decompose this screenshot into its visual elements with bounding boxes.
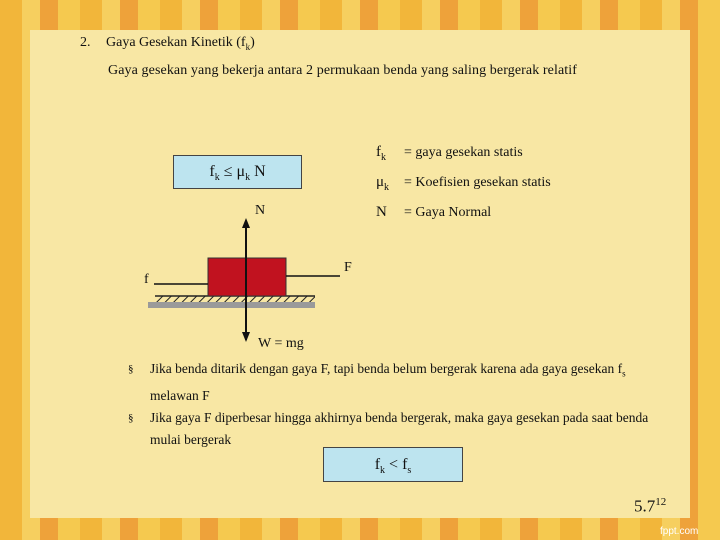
watermark: fppt.com bbox=[660, 526, 699, 537]
legend-sub: k bbox=[381, 152, 386, 163]
heading-sub: k bbox=[245, 41, 251, 52]
eq-top-mu-sub: k bbox=[245, 172, 251, 184]
label-applied-force: F bbox=[344, 260, 352, 275]
legend-sym: μ bbox=[376, 174, 385, 190]
legend-desc: = Gaya Normal bbox=[404, 205, 492, 220]
normal-arrow-head bbox=[242, 218, 250, 228]
eq-bottom-lhs-sub: k bbox=[380, 465, 386, 477]
page-number-sup: 12 bbox=[655, 496, 667, 508]
eq-bottom-op: < bbox=[389, 456, 399, 473]
eq-bottom-rhs-sub: s bbox=[407, 465, 412, 477]
legend-desc: = gaya gesekan statis bbox=[404, 145, 523, 160]
eq-top-rhs: N bbox=[254, 163, 266, 180]
heading-text: Gaya Gesekan Kinetik (f bbox=[106, 35, 246, 50]
bullet-tail: melawan F bbox=[150, 387, 210, 403]
legend-sym: N bbox=[376, 204, 387, 220]
ground-shadow bbox=[148, 302, 315, 308]
legend-sub: k bbox=[384, 182, 390, 193]
bullet-sub: s bbox=[622, 368, 626, 379]
weight-arrow-head bbox=[242, 332, 250, 342]
bullet-text: Jika gaya F diperbesar hingga akhirnya benda bergerak, maka gaya gesekan pada saat benda mulai bergerak bbox=[150, 409, 649, 447]
legend-desc: = Koefisien gesekan statis bbox=[404, 175, 551, 190]
eq-top-lhs: f bbox=[209, 163, 215, 180]
ground-hatch bbox=[155, 296, 315, 302]
bullet-item bbox=[128, 358, 658, 407]
eq-top-mu: μ bbox=[236, 163, 246, 180]
slide-subtitle: Gaya gesekan yang bekerja antara 2 permukaan benda yang saling bergerak relatif bbox=[108, 63, 578, 78]
bullet-list bbox=[128, 358, 658, 455]
label-normal: N bbox=[255, 203, 266, 218]
label-friction: f bbox=[144, 272, 149, 287]
heading-number: 2. bbox=[80, 35, 91, 50]
heading-close: ) bbox=[250, 35, 255, 50]
bullet-mark: § bbox=[128, 411, 134, 424]
label-weight: W = mg bbox=[258, 336, 304, 351]
bullet-text: Jika benda ditarik dengan gaya F, tapi benda belum bergerak karena ada gaya gesekan f bbox=[150, 361, 623, 376]
page-number-main: 5.7 bbox=[634, 496, 656, 516]
equation-box-bottom bbox=[323, 447, 463, 482]
eq-top-lhs-sub: k bbox=[214, 172, 220, 184]
page-number bbox=[634, 496, 666, 517]
legend-sym: f bbox=[376, 144, 381, 160]
bullet-mark: § bbox=[128, 363, 134, 375]
eq-top-op: ≤ bbox=[223, 163, 233, 180]
eq-bottom-rhs: f bbox=[402, 456, 408, 473]
eq-bottom-lhs: f bbox=[374, 456, 381, 473]
